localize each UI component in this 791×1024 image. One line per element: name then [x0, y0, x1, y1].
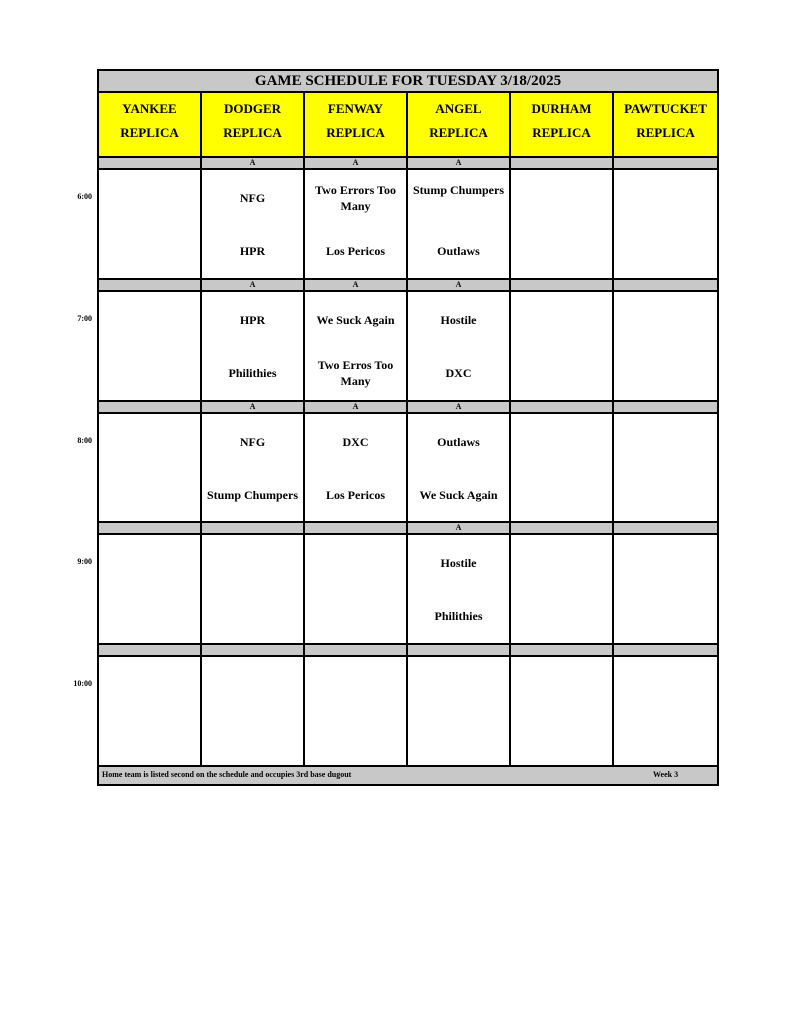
game-cell: [511, 414, 614, 522]
division-label: [99, 523, 202, 533]
field-type: REPLICA: [429, 125, 488, 140]
division-label: [99, 280, 202, 290]
field-type: REPLICA: [223, 125, 282, 140]
home-team-note: Home team is listed second on the schedule and occupies 3rd base dugout: [102, 770, 352, 779]
division-label: A: [202, 280, 305, 290]
field-header-pawtucket: [614, 93, 717, 156]
division-band: [99, 521, 717, 535]
field-type: REPLICA: [120, 125, 179, 140]
home-team: Los Pericos: [326, 488, 385, 502]
game-cell: [305, 170, 408, 278]
division-label: [511, 280, 614, 290]
field-type: REPLICA: [326, 125, 385, 140]
home-team: Los Pericos: [326, 244, 385, 258]
game-cell: [202, 170, 305, 278]
away-team: Hostile: [440, 556, 477, 570]
schedule-title: GAME SCHEDULE FOR TUESDAY 3/18/2025: [99, 71, 717, 93]
home-team: Stump Chumpers: [206, 488, 299, 502]
division-label: [614, 402, 717, 412]
home-team: We Suck Again: [419, 488, 498, 502]
division-label: [305, 523, 408, 533]
time-label: 10:00: [73, 679, 92, 688]
home-team: HPR: [239, 244, 266, 258]
time-slot-row: [99, 535, 717, 643]
week-label: Week 3: [653, 770, 679, 779]
game-cell: [511, 170, 614, 278]
field-type: REPLICA: [532, 125, 591, 140]
away-team: We Suck Again: [316, 313, 395, 327]
game-cell: [408, 170, 511, 278]
away-team: NFG: [239, 435, 266, 449]
division-label: [614, 645, 717, 655]
division-label: A: [202, 402, 305, 412]
away-team: Two Errors Too Many: [315, 183, 396, 213]
field-name: DODGER: [223, 101, 282, 116]
division-label: [614, 158, 717, 168]
division-band: [99, 643, 717, 657]
away-team: Stump Chumpers: [412, 183, 505, 197]
game-cell: [99, 292, 202, 400]
division-label: [99, 402, 202, 412]
field-name: PAWTUCKET: [624, 101, 707, 116]
division-label: [408, 645, 511, 655]
game-cell: [202, 535, 305, 643]
field-header-fenway: [305, 93, 408, 156]
schedule-sheet: [97, 69, 719, 786]
field-header-yankee: [99, 93, 202, 156]
game-cell: [305, 292, 408, 400]
field-name: ANGEL: [435, 101, 482, 116]
game-cell: [99, 414, 202, 522]
field-name: FENWAY: [327, 101, 384, 116]
division-band: [99, 400, 717, 414]
game-cell: [99, 657, 202, 765]
time-slot-row: [99, 170, 717, 278]
time-label: 8:00: [77, 436, 92, 445]
game-cell: [511, 657, 614, 765]
home-team: Two Erros Too Many: [317, 358, 394, 388]
division-label: A: [408, 402, 511, 412]
division-band: [99, 278, 717, 292]
home-team: Philithies: [228, 366, 277, 380]
away-team: Outlaws: [437, 435, 480, 449]
game-cell: [614, 414, 717, 522]
game-cell: [408, 414, 511, 522]
away-team: Hostile: [440, 313, 477, 327]
game-cell: [305, 414, 408, 522]
game-cell: [305, 535, 408, 643]
division-label: A: [408, 280, 511, 290]
division-band: [99, 156, 717, 170]
field-header-dodger: [202, 93, 305, 156]
time-label: 6:00: [77, 192, 92, 201]
away-team: HPR: [239, 313, 266, 327]
field-name: DURHAM: [531, 101, 592, 116]
division-label: [614, 523, 717, 533]
field-type: REPLICA: [636, 125, 695, 140]
away-team: NFG: [239, 191, 266, 205]
game-cell: [614, 535, 717, 643]
game-cell: [614, 657, 717, 765]
game-cell: [99, 535, 202, 643]
game-cell: [202, 414, 305, 522]
division-label: [511, 158, 614, 168]
field-name: YANKEE: [122, 101, 177, 116]
game-cell: [305, 657, 408, 765]
time-slot-row: [99, 414, 717, 522]
game-cell: [511, 535, 614, 643]
division-label: [305, 645, 408, 655]
away-team: DXC: [342, 435, 369, 449]
division-label: A: [202, 158, 305, 168]
division-label: [99, 645, 202, 655]
division-label: A: [408, 158, 511, 168]
time-label: 7:00: [77, 314, 92, 323]
field-header-durham: [511, 93, 614, 156]
home-team: DXC: [445, 366, 472, 380]
home-team: Philithies: [434, 609, 483, 623]
division-label: A: [305, 280, 408, 290]
division-label: [511, 402, 614, 412]
division-label: [511, 645, 614, 655]
division-label: [614, 280, 717, 290]
home-team: Outlaws: [437, 244, 480, 258]
time-slot-row: [99, 657, 717, 765]
field-header-angel: [408, 93, 511, 156]
time-label: 9:00: [77, 557, 92, 566]
division-label: [99, 158, 202, 168]
division-label: A: [305, 402, 408, 412]
game-cell: [408, 292, 511, 400]
game-cell: [614, 292, 717, 400]
game-cell: [202, 292, 305, 400]
footer-bar: [99, 765, 717, 784]
division-label: A: [305, 158, 408, 168]
game-cell: [511, 292, 614, 400]
division-label: [202, 645, 305, 655]
time-slot-row: [99, 292, 717, 400]
game-cell: [99, 170, 202, 278]
division-label: [511, 523, 614, 533]
game-cell: [202, 657, 305, 765]
division-label: A: [408, 523, 511, 533]
game-cell: [408, 535, 511, 643]
division-label: [202, 523, 305, 533]
game-cell: [408, 657, 511, 765]
game-cell: [614, 170, 717, 278]
